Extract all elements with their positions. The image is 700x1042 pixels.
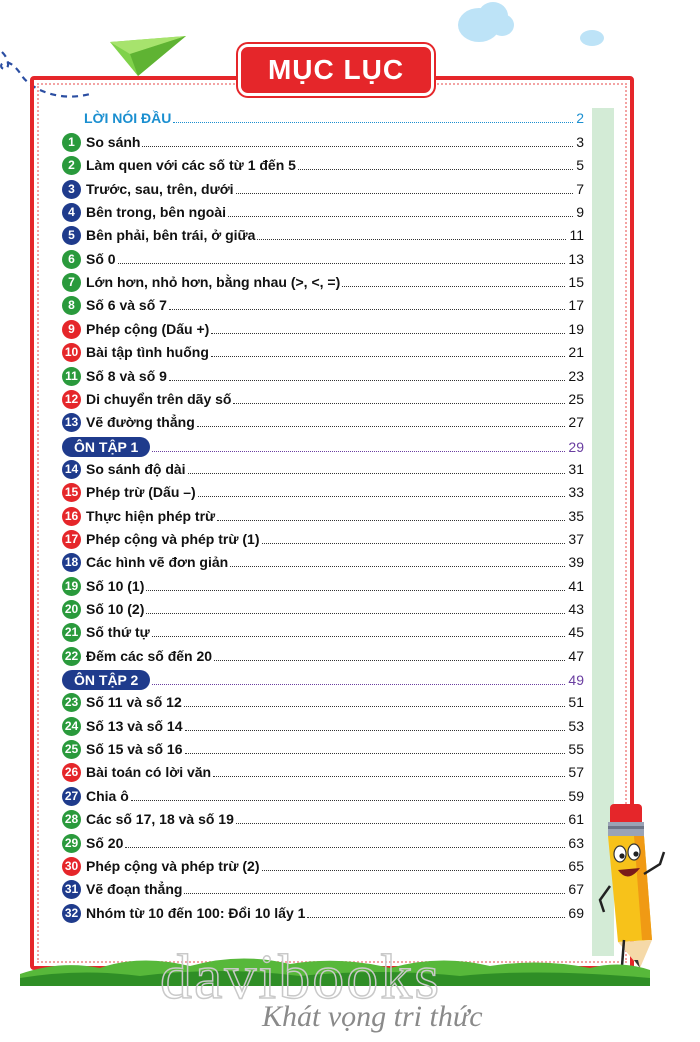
- toc-entry-label: Số 20: [86, 835, 124, 851]
- lesson-number-badge: 28: [62, 810, 81, 829]
- toc-entry-row[interactable]: [62, 506, 584, 526]
- toc-review-page: 29: [568, 439, 584, 455]
- toc-entry-page: 35: [568, 508, 584, 524]
- toc-entry-label: Số 0: [86, 251, 116, 267]
- toc-entry-label: Bên trong, bên ngoài: [86, 204, 226, 220]
- lesson-number-badge: 11: [62, 367, 81, 386]
- toc-entry-page: 51: [568, 694, 584, 710]
- toc-entry-row[interactable]: [62, 319, 584, 339]
- lesson-number-badge: 18: [62, 553, 81, 572]
- toc-entry-page: 27: [568, 414, 584, 430]
- toc-entry-page: 61: [568, 811, 584, 827]
- toc-entry-row[interactable]: [62, 529, 584, 549]
- lesson-number-badge: 20: [62, 600, 81, 619]
- lesson-number-badge: 17: [62, 530, 81, 549]
- toc-entry-page: 57: [568, 764, 584, 780]
- toc-entry-label: Số thứ tự: [86, 624, 150, 640]
- toc-entry-label: Số 15 và số 16: [86, 741, 183, 757]
- lesson-number-badge: 2: [62, 156, 81, 175]
- leader-dots: [184, 694, 566, 707]
- leader-dots: [152, 624, 566, 637]
- toc-entry-page: 59: [568, 788, 584, 804]
- leader-dots: [298, 157, 573, 170]
- leader-dots: [173, 110, 573, 123]
- toc-entry-row[interactable]: [62, 249, 584, 269]
- lesson-number-badge: 1: [62, 133, 81, 152]
- toc-entry-page: 53: [568, 718, 584, 734]
- toc-entry-row[interactable]: [62, 179, 584, 199]
- watermark-slogan: Khát vọng tri thức: [262, 1000, 483, 1033]
- leader-dots: [257, 227, 566, 240]
- toc-entry-row[interactable]: [62, 389, 584, 409]
- toc-entry-row[interactable]: [62, 459, 584, 479]
- toc-intro-row[interactable]: [62, 108, 584, 128]
- leader-dots: [211, 321, 565, 334]
- toc-entry-row[interactable]: [62, 762, 584, 782]
- toc-entry-page: 39: [568, 554, 584, 570]
- lesson-number-badge: 22: [62, 647, 81, 666]
- toc-intro-page: 2: [576, 110, 584, 126]
- toc-entry-label: Bài tập tình huống: [86, 344, 209, 360]
- toc-entry-page: 7: [576, 181, 584, 197]
- toc-entry-row[interactable]: [62, 622, 584, 642]
- toc-review-label: ÔN TẬP 1: [62, 437, 150, 457]
- lesson-number-badge: 24: [62, 717, 81, 736]
- toc-entry-row[interactable]: [62, 155, 584, 175]
- toc-entry-label: Số 6 và số 7: [86, 297, 167, 313]
- leader-dots: [236, 181, 574, 194]
- toc-entry-label: Lớn hơn, nhỏ hơn, bằng nhau (>, <, =): [86, 274, 341, 290]
- leader-dots: [262, 858, 566, 871]
- toc-entry-label: Các số 17, 18 và số 19: [86, 811, 234, 827]
- leader-dots: [211, 344, 566, 357]
- toc-entry-page: 31: [568, 461, 584, 477]
- lesson-number-badge: 23: [62, 693, 81, 712]
- page-title: MỤC LỤC: [267, 54, 405, 85]
- lesson-number-badge: 10: [62, 343, 81, 362]
- leader-dots: [198, 484, 566, 497]
- toc-entry-label: Nhóm từ 10 đến 100: Đổi 10 lấy 1: [86, 905, 306, 921]
- toc-entry-label: Vẽ đường thẳng: [86, 414, 195, 430]
- toc-entry-row[interactable]: [62, 716, 584, 736]
- cloud-decoration: [490, 14, 514, 36]
- toc-entry-page: 55: [568, 741, 584, 757]
- toc-entry-row[interactable]: [62, 482, 584, 502]
- toc-review-label: ÔN TẬP 2: [62, 670, 150, 690]
- toc-review-page: 49: [568, 672, 584, 688]
- lesson-number-badge: 27: [62, 787, 81, 806]
- toc-entry-label: Thực hiện phép trừ: [86, 508, 216, 524]
- page-title-box: [238, 44, 434, 96]
- lesson-number-badge: 26: [62, 763, 81, 782]
- toc-entry-page: 65: [568, 858, 584, 874]
- lesson-number-badge: 32: [62, 904, 81, 923]
- toc-entry-page: 47: [568, 648, 584, 664]
- toc-entry-row[interactable]: [62, 132, 584, 152]
- lesson-number-badge: 16: [62, 507, 81, 526]
- lesson-number-badge: 15: [62, 483, 81, 502]
- toc-entry-label: Số 8 và số 9: [86, 368, 167, 384]
- toc-entry-row[interactable]: [62, 202, 584, 222]
- lesson-number-badge: 31: [62, 880, 81, 899]
- toc-entry-page: 5: [576, 157, 584, 173]
- toc-entry-row[interactable]: [62, 295, 584, 315]
- toc-entry-page: 37: [568, 531, 584, 547]
- toc-entry-label: Số 10 (2): [86, 601, 145, 617]
- toc-entry-label: Số 11 và số 12: [86, 694, 182, 710]
- lesson-number-badge: 6: [62, 250, 81, 269]
- toc-entry-row[interactable]: [62, 552, 584, 572]
- toc-entry-label: Chia ô: [86, 788, 129, 804]
- lesson-number-badge: 29: [62, 834, 81, 853]
- toc-entry-page: 9: [576, 204, 584, 220]
- toc-entry-page: 21: [568, 344, 584, 360]
- leader-dots: [184, 881, 565, 894]
- toc-entry-page: 19: [568, 321, 584, 337]
- leader-dots: [230, 554, 565, 567]
- toc-entry-page: 67: [568, 881, 584, 897]
- lesson-number-badge: 30: [62, 857, 81, 876]
- toc-entry-page: 63: [568, 835, 584, 851]
- leader-dots: [217, 508, 565, 521]
- leader-dots: [197, 414, 566, 427]
- lesson-number-badge: 21: [62, 623, 81, 642]
- cloud-decoration: [580, 30, 604, 46]
- toc-entry-label: Số 10 (1): [86, 578, 145, 594]
- toc-review-row[interactable]: [62, 669, 584, 691]
- leader-dots: [342, 274, 565, 287]
- toc-entry-row[interactable]: [62, 576, 584, 596]
- lesson-number-badge: 25: [62, 740, 81, 759]
- toc-entry-label: Các hình vẽ đơn giản: [86, 554, 229, 570]
- toc-entry-label: Bài toán có lời văn: [86, 764, 212, 780]
- leader-dots: [146, 578, 565, 591]
- toc-entry-label: Đếm các số đến 20: [86, 648, 213, 664]
- toc-entry-row[interactable]: [62, 809, 584, 829]
- toc-entry-row[interactable]: [62, 366, 584, 386]
- leader-dots: [169, 297, 565, 310]
- toc-entry-label: Phép cộng (Dấu +): [86, 321, 210, 337]
- toc-entry-page: 17: [568, 297, 584, 313]
- toc-entry-page: 13: [568, 251, 584, 267]
- lesson-number-badge: 4: [62, 203, 81, 222]
- toc-entry-row[interactable]: [62, 599, 584, 619]
- watermark-brand: davibooks: [160, 941, 442, 1012]
- toc-entry-page: 43: [568, 601, 584, 617]
- toc-entry-row[interactable]: [62, 786, 584, 806]
- toc-entry-row[interactable]: [62, 856, 584, 876]
- toc-entry-label: Phép trừ (Dấu –): [86, 484, 196, 500]
- toc-entry-row[interactable]: [62, 833, 584, 853]
- toc-entry-row[interactable]: [62, 272, 584, 292]
- leader-dots: [152, 439, 565, 452]
- toc-intro-label: LỜI NÓI ĐẦU: [84, 110, 172, 126]
- leader-dots: [228, 204, 573, 217]
- toc-entry-label: Bên phải, bên trái, ở giữa: [86, 227, 256, 243]
- toc-entry-page: 33: [568, 484, 584, 500]
- lesson-number-badge: 8: [62, 296, 81, 315]
- toc-entry-label: Trước, sau, trên, dưới: [86, 181, 234, 197]
- toc-entry-page: 11: [569, 227, 584, 243]
- toc-entry-row[interactable]: [62, 903, 584, 923]
- leader-dots: [169, 368, 565, 381]
- leader-dots: [185, 718, 566, 731]
- toc-entry-label: Vẽ đoạn thẳng: [86, 881, 183, 897]
- lesson-number-badge: 13: [62, 413, 81, 432]
- toc-entry-row[interactable]: [62, 412, 584, 432]
- toc-entry-row[interactable]: [62, 225, 584, 245]
- toc-entry-row[interactable]: [62, 692, 584, 712]
- toc-entry-page: 69: [568, 905, 584, 921]
- lesson-number-badge: 14: [62, 460, 81, 479]
- lesson-number-badge: 3: [62, 180, 81, 199]
- lesson-number-badge: 9: [62, 320, 81, 339]
- toc-review-row[interactable]: [62, 436, 584, 458]
- lesson-number-badge: 19: [62, 577, 81, 596]
- leader-dots: [233, 391, 565, 404]
- leader-dots: [213, 764, 565, 777]
- toc-entry-label: Số 13 và số 14: [86, 718, 183, 734]
- toc-entry-page: 15: [568, 274, 584, 290]
- leader-dots: [142, 134, 573, 147]
- leader-dots: [307, 905, 565, 918]
- toc-entry-page: 23: [568, 368, 584, 384]
- lesson-number-badge: 7: [62, 273, 81, 292]
- toc-entry-row[interactable]: [62, 739, 584, 759]
- leader-dots: [262, 531, 566, 544]
- toc-entry-page: 45: [568, 624, 584, 640]
- leader-dots: [146, 601, 565, 614]
- toc-entry-row[interactable]: [62, 646, 584, 666]
- toc-entry-row[interactable]: [62, 342, 584, 362]
- toc-entry-label: Phép cộng và phép trừ (2): [86, 858, 260, 874]
- toc-entry-label: Làm quen với các số từ 1 đến 5: [86, 157, 296, 173]
- leader-dots: [131, 788, 566, 801]
- leader-dots: [152, 672, 565, 685]
- leader-dots: [118, 251, 566, 264]
- toc-entry-row[interactable]: [62, 879, 584, 899]
- toc-entry-label: Phép cộng và phép trừ (1): [86, 531, 260, 547]
- leader-dots: [125, 835, 565, 848]
- lesson-number-badge: 5: [62, 226, 81, 245]
- leader-dots: [188, 461, 566, 474]
- lesson-number-badge: 12: [62, 390, 81, 409]
- toc-entry-page: 3: [576, 134, 584, 150]
- toc-entry-label: So sánh độ dài: [86, 461, 186, 477]
- toc-entry-label: Di chuyển trên dãy số: [86, 391, 232, 407]
- toc-entry-page: 41: [568, 578, 584, 594]
- leader-dots: [236, 811, 566, 824]
- leader-dots: [214, 648, 565, 661]
- toc-entry-label: So sánh: [86, 134, 141, 150]
- leader-dots: [185, 741, 566, 754]
- toc-entry-page: 25: [568, 391, 584, 407]
